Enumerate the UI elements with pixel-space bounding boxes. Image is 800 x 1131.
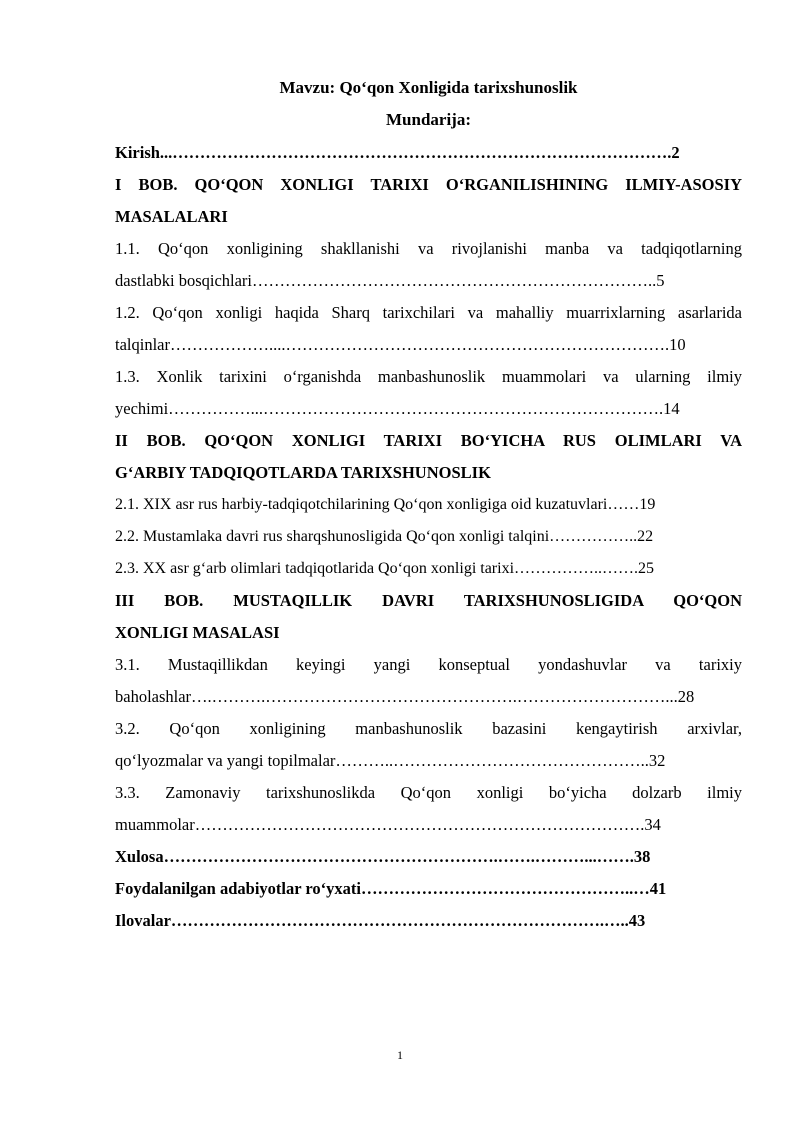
toc-line: 1.1. Qo‘qon xonligining shakllanishi va rivojlanishi manba va tadqiqotlarning bbox=[115, 239, 742, 258]
toc-line: Foydalanilgan adabiyotlar ro‘yxati…………………………………………..…41 bbox=[115, 879, 667, 898]
toc-line: 1.2. Qo‘qon xonligi haqida Sharq tarixchilari va mahalliy muarrixlarning asarlarida bbox=[115, 303, 742, 322]
toc-line: 1.3. Xonlik tarixini o‘rganishda manbashunoslik muammolari va ularning ilmiy bbox=[115, 367, 742, 386]
document-title: Mavzu: Qo‘qon Xonligida tarixshunoslik bbox=[279, 78, 578, 97]
toc-line: 3.2. Qo‘qon xonligining manbashunoslik bazasini kengaytirish arxivlar, bbox=[115, 719, 742, 738]
toc-line: 2.2. Mustamlaka davri rus sharqshunosligida Qo‘qon xonligi talqini……………..22 bbox=[115, 528, 654, 545]
toc-line: muammolar……………………………………………………………………….34 bbox=[115, 815, 661, 834]
toc-line: G‘ARBIY TADQIQOTLARDA TARIXSHUNOSLIK bbox=[115, 463, 491, 482]
page-content bbox=[115, 78, 742, 937]
toc-line: II BOB. QO‘QON XONLIGI TARIXI BO‘YICHA RUS OLIMLARI VA bbox=[115, 431, 742, 450]
toc-line: baholashlar….……….……………………………………….………………………...28 bbox=[115, 687, 695, 706]
toc-line: I BOB. QO‘QON XONLIGI TARIXI O‘RGANILISHINING ILMIY-ASOSIY bbox=[115, 175, 742, 194]
toc-line: qo‘lyozmalar va yangi topilmalar………..………………………………………..32 bbox=[115, 751, 666, 770]
toc-line: yechimi……………...……………………………………………………………….14 bbox=[115, 399, 680, 418]
table-of-contents bbox=[115, 137, 742, 937]
toc-line: dastlabki bosqichlari………………………………………………………………..5 bbox=[115, 271, 665, 290]
toc-line: XONLIGI MASALASI bbox=[115, 623, 280, 642]
toc-line: III BOB. MUSTAQILLIK DAVRI TARIXSHUNOSLIGIDA QO‘QON bbox=[115, 591, 742, 610]
toc-line: MASALALARI bbox=[115, 207, 228, 226]
toc-line: Xulosa…………………………………………………….…….………...…….38 bbox=[115, 847, 651, 866]
toc-line: Kirish...……………………………………………………………………………….2 bbox=[115, 143, 680, 162]
toc-heading: Mundarija: bbox=[386, 110, 471, 129]
toc-line: Ilovalar…………………………………………………………………….…..43 bbox=[115, 911, 646, 930]
toc-line: 3.3. Zamonaviy tarixshunoslikda Qo‘qon xonligi bo‘yicha dolzarb ilmiy bbox=[115, 783, 742, 802]
toc-line: talqinlar………………....…………………………………………………………….10 bbox=[115, 335, 686, 354]
toc-line: 2.3. XX asr g‘arb olimlari tadqiqotlarida Qo‘qon xonligi tarixi……………..…….25 bbox=[115, 560, 655, 577]
toc-line: 2.1. XIX asr rus harbiy-tadqiqotchilarining Qo‘qon xonligiga oid kuzatuvlari……19 bbox=[115, 496, 656, 513]
page-number: 1 bbox=[397, 1048, 403, 1062]
toc-line: 3.1. Mustaqillikdan keyingi yangi konseptual yondashuvlar va tarixiy bbox=[115, 655, 742, 674]
